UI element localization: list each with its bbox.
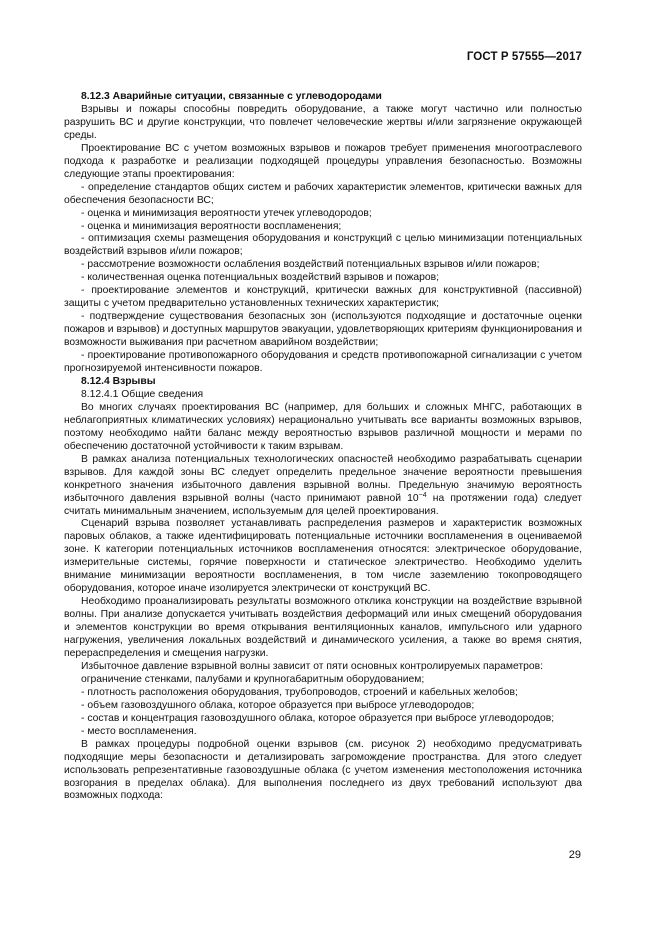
body-paragraph: - состав и концентрация газовоздушного облака, которое образуется при выбросе углеводородов; bbox=[81, 712, 555, 724]
body-paragraph: - объем газовоздушного облака, которое образуется при выбросе углеводородов; bbox=[81, 699, 475, 711]
body-paragraph: - рассмотрение возможности ослабления воздействий потенциальных взрывов и/или пожаров; bbox=[81, 259, 540, 271]
body-paragraph: - подтверждение существования безопасных зон (используются подходящие и достаточные оценки пожаров и взрывов) и доступных маршрутов эвакуации, удовлетворяющих критериям функционирования и возможности выживания при расчетном аварийном воздействии; bbox=[64, 311, 582, 349]
body-paragraph: - место воспламенения. bbox=[81, 725, 197, 737]
body-paragraph: - проектирование противопожарного оборудования и средств противопожарной сигнализации с учетом прогнозируемой интенсивности пожаров. bbox=[64, 350, 582, 375]
body-paragraph: - оптимизация схемы размещения оборудования и конструкций с целью минимизации потенциальных воздействий взрывов и/или пожаров; bbox=[64, 233, 582, 258]
exponent: −4 bbox=[418, 491, 427, 499]
body-paragraph: В рамках процедуры подробной оценки взрывов (см. рисунок 2) необходимо предусматривать подходящие меры безопасности и детализировать загромождение пространства. Для этого следует использовать репрезентативные газовоздушные облака (с учетом изменения местоположения источника возгорания в пределах облака). Для выполнения последнего из двух требований используют два возможных подхода: bbox=[64, 738, 582, 802]
paragraph-text: на протяжении года) следует считать минимальным значением, используемым для целей проектирования. bbox=[64, 492, 582, 517]
section-heading: 8.12.3 Аварийные ситуации, связанные с углеводородами bbox=[81, 91, 382, 102]
body-paragraph: - плотность расположения оборудования, трубопроводов, строений и кабельных желобов; bbox=[81, 686, 518, 698]
body-paragraph: ограничение стенками, палубами и крупногабаритным оборудованием; bbox=[81, 673, 425, 685]
body-paragraph: - проектирование элементов и конструкций, критически важных для конструктивной (пассивной) защиты с учетом предварительно установленных технических характеристик; bbox=[64, 285, 582, 310]
body-paragraph: - определение стандартов общих систем и рабочих характеристик элементов, критически важных для обеспечения безопасности ВС; bbox=[64, 181, 582, 206]
body-paragraph: Проектирование ВС с учетом возможных взрывов и пожаров требует применения многоотраслевого подхода к разработке и реализации подходящей процедуры управления безопасностью. Возможны следующие этапы проектирования: bbox=[64, 142, 582, 180]
body-paragraph: Взрывы и пожары способны повредить оборудование, а также могут частично или полностью разрушить ВС и другие конструкции, что повлечет человеческие жертвы и/или загрязнение окружающей среды. bbox=[64, 103, 582, 141]
body-paragraph bbox=[64, 454, 582, 519]
document-body bbox=[64, 91, 582, 803]
page-number: 29 bbox=[568, 849, 581, 861]
body-paragraph: - оценка и минимизация вероятности утечек углеводородов; bbox=[81, 207, 372, 219]
body-paragraph: 8.12.4.1 Общие сведения bbox=[81, 388, 204, 400]
paragraph-text: В рамках анализа потенциальных технологических опасностей необходимо разрабатывать сценарии взрывов. Для каждой зоны ВС следует определить предельное значение вероятности превышения конкретного значения избыточного давления взрывной волны. Предельную значимую вероятность избыточного давления взрывной волны (часто принимают равной 10 bbox=[64, 453, 582, 504]
body-paragraph: Необходимо проанализировать результаты возможного отклика конструкции на воздействие взрывной волны. При анализе допускается учитывать воздействия деформаций или иных смещений оборудования и элементов конструкции во время открывания вентиляционных каналов, импульсного или ударного нагружения, увеличения локальных воздействий и динамического усиления, а также во время снятия, перераспределения и смещения нагрузки. bbox=[64, 596, 582, 659]
body-paragraph: - количественная оценка потенциальных воздействий взрывов и пожаров; bbox=[81, 272, 439, 284]
document-standard-id: ГОСТ Р 57555—2017 bbox=[466, 51, 582, 63]
body-paragraph: Сценарий взрыва позволяет устанавливать распределения размеров и характеристик возможных паровых облаков, а также идентифицировать потенциальные источники воспламенения в оцениваемой зоне. К категории потенциальных источников воспламенения относятся: электрическое оборудование, измерительные системы, горячие поверхности и статическое электричество. Необходимо уделить внимание минимизации вероятности воспламенения, в том числе заземлению токопроводящего оборудования, которое иначе изолируется электрически от конструкций ВС. bbox=[64, 518, 582, 595]
body-paragraph: Во многих случаях проектирования ВС (например, для больших и сложных МНГС, работающих в неблагоприятных климатических условиях) нерационально учитывать все варианты возможных взрывов, поэтому необходимо найти баланс между вероятностью взрывов различной мощности и мерами по обеспечению достаточной устойчивости к таким взрывам. bbox=[64, 401, 582, 452]
section-heading: 8.12.4 Взрывы bbox=[81, 375, 156, 387]
body-paragraph: Избыточное давление взрывной волны зависит от пяти основных контролируемых параметров: bbox=[81, 660, 543, 672]
body-paragraph: - оценка и минимизация вероятности воспламенения; bbox=[81, 220, 342, 232]
